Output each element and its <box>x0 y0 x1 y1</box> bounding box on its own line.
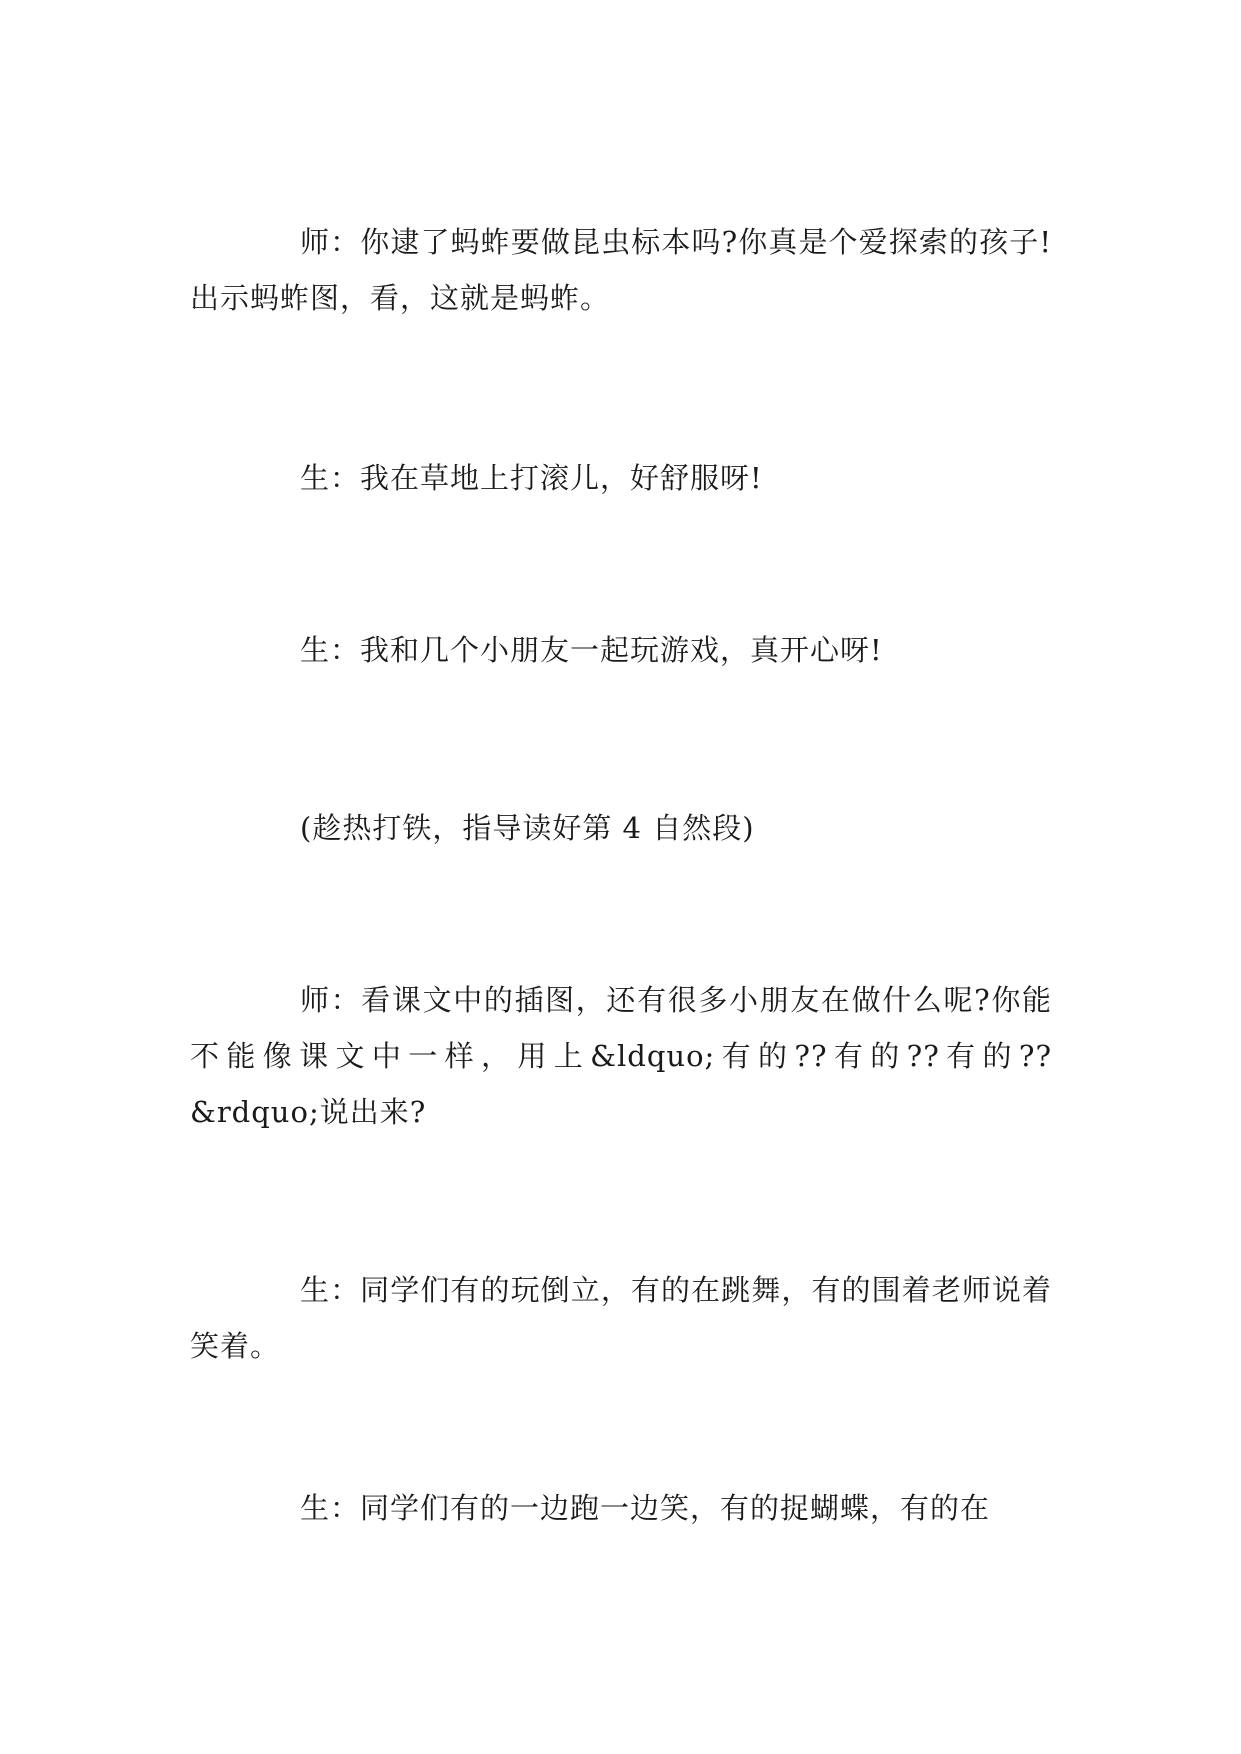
paragraph-student-rolling: 生：我在草地上打滚儿，好舒服呀! <box>300 461 763 495</box>
paragraph-student-handstand: 生：同学们有的玩倒立，有的在跳舞，有的围着老师说着笑着。 <box>190 1273 1052 1363</box>
paragraph-teacher-illustration: 师：看课文中的插图，还有很多小朋友在做什么呢?你能不能像课文中一样，用上&ldquo;有的??有的??有的??&rdquo;说出来? <box>190 983 1052 1129</box>
paragraph-student-butterflies: 生：同学们有的一边跑一边笑，有的捉蝴蝶，有的在 <box>300 1491 991 1525</box>
paragraph-teacher-grasshopper: 师：你逮了蚂蚱要做昆虫标本吗?你真是个爱探索的孩子!出示蚂蚱图，看，这就是蚂蚱。 <box>190 225 1052 315</box>
paragraph-student-games: 生：我和几个小朋友一起玩游戏，真开心呀! <box>300 633 883 667</box>
paragraph-instruction-note: (趁热打铁，指导读好第 4 自然段) <box>300 811 755 845</box>
